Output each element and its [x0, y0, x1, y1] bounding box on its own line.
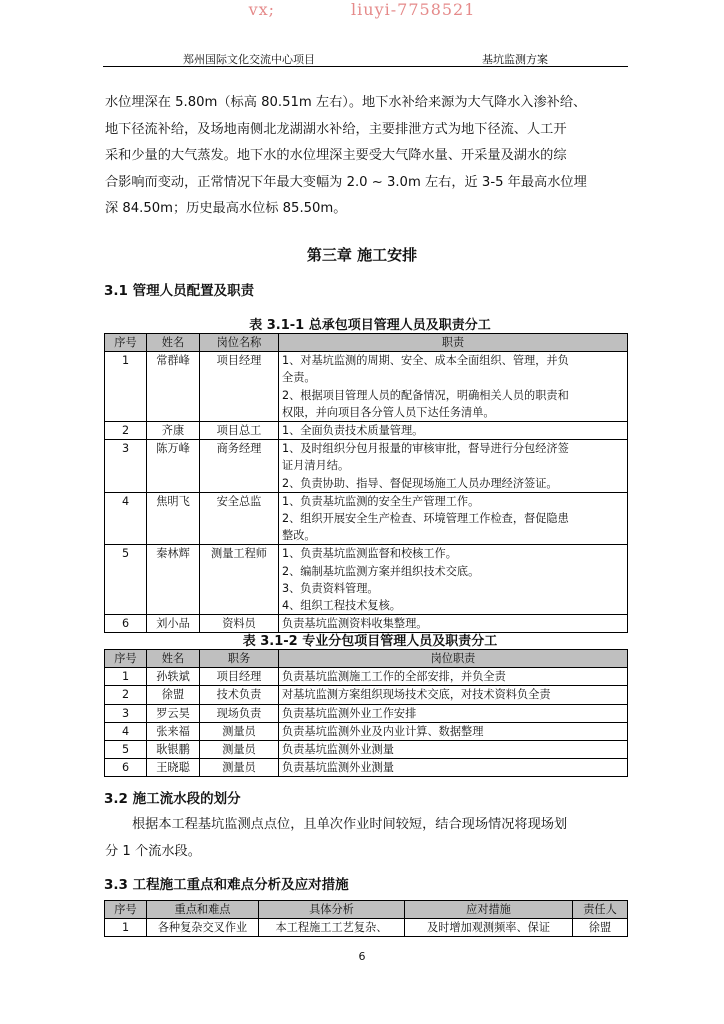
row-name: 陈万峰	[147, 440, 200, 493]
header-cell: 应对措施	[405, 901, 573, 919]
table-row	[105, 704, 628, 722]
row-name: 焦明飞	[147, 492, 200, 545]
row-no: 4	[105, 722, 147, 740]
header-cell: 具体分析	[259, 901, 405, 919]
table-row	[105, 440, 628, 493]
section-3-2-title: 3.2 施工流水段的划分	[104, 791, 241, 807]
duty-line: 权限，并向项目各分管人员下达任务清单。	[282, 405, 495, 419]
row-duty: 负责基坑监测外业工作安排	[279, 704, 628, 722]
header-cell: 职责	[279, 334, 628, 352]
row-no: 3	[105, 440, 147, 493]
duty-line: 2、编制基坑监测方案并组织技术交底。	[282, 564, 480, 578]
header-cell: 姓名	[147, 650, 200, 668]
row-name: 孙轶斌	[147, 668, 200, 686]
section-3-1-title: 3.1 管理人员配置及职责	[104, 283, 255, 299]
duty-line: 整改。	[282, 529, 316, 543]
row-duty: 负责基坑监测外业及内业计算、数据整理	[279, 722, 628, 740]
row-post: 项目经理	[200, 352, 279, 422]
section-3-2-paragraph	[105, 812, 628, 865]
duty-line: 全责。	[282, 371, 316, 385]
row-no: 1	[105, 919, 147, 937]
row-post: 测量员	[200, 741, 279, 759]
table-row	[105, 545, 628, 615]
row-post: 测量员	[200, 759, 279, 777]
row-name: 王晓聪	[147, 759, 200, 777]
table-row	[105, 686, 628, 704]
row-name: 刘小品	[147, 615, 200, 633]
para-line: 根据本工程基坑监测点点位，且单次作业时间较短，结合现场情况将现场划	[132, 817, 568, 832]
row-duty	[279, 440, 628, 493]
row-person: 徐盟	[573, 919, 628, 937]
table-row	[105, 492, 628, 545]
intro-line: 水位埋深在 5.80m（标高 80.51m 左右）。地下水补给来源为大气降水入渗补给、	[105, 95, 587, 110]
duty-line: 1、全面负责技术质量管理。	[282, 424, 424, 438]
row-duty: 负责基坑监测外业测量	[279, 759, 628, 777]
table-2	[104, 649, 628, 777]
header-cell: 序号	[105, 901, 147, 919]
section-3-3-title: 3.3 工程施工重点和难点分析及应对措施	[104, 877, 349, 893]
table-row	[105, 668, 628, 686]
table-3	[104, 900, 628, 937]
row-no: 2	[105, 686, 147, 704]
table-row	[105, 722, 628, 740]
row-post: 技术负责	[200, 686, 279, 704]
intro-line: 采和少量的大气蒸发。地下水的水位埋深主要受大气降水量、开采量及湖水的综	[105, 148, 567, 163]
duty-line: 1、及时组织分包月报量的审核审批，督导进行分包经济签	[282, 442, 569, 456]
duty-line: 2、负责协助、指导、督促现场施工人员办理经济签证。	[282, 476, 558, 490]
header-cell: 序号	[105, 650, 147, 668]
row-name: 张来福	[147, 722, 200, 740]
row-duty	[279, 352, 628, 422]
table-row	[105, 759, 628, 777]
row-no: 5	[105, 741, 147, 759]
row-no: 2	[105, 422, 147, 440]
duty-line: 证月清月结。	[282, 459, 350, 473]
duty-line: 1、负责基坑监测的安全生产管理工作。	[282, 494, 480, 508]
row-name: 常群峰	[147, 352, 200, 422]
row-analysis: 本工程施工工艺复杂、	[259, 919, 405, 937]
row-no: 1	[105, 668, 147, 686]
header-project: 郑州国际文化交流中心项目	[183, 53, 315, 66]
table-2-header-row	[105, 650, 628, 668]
row-no: 6	[105, 759, 147, 777]
page-number: 6	[358, 950, 366, 963]
intro-line: 深 84.50m；历史最高水位标 85.50m。	[105, 201, 347, 216]
row-name: 罗云昊	[147, 704, 200, 722]
header-cell: 职务	[200, 650, 279, 668]
row-key-point: 各种复杂交叉作业	[147, 919, 259, 937]
watermark-b: liuyi-7758521	[351, 0, 476, 19]
row-duty	[279, 545, 628, 615]
table-row	[105, 919, 628, 937]
row-no: 5	[105, 545, 147, 615]
table-row	[105, 352, 628, 422]
intro-paragraph	[105, 90, 628, 223]
header-cell: 岗位职责	[279, 650, 628, 668]
row-no: 4	[105, 492, 147, 545]
duty-line: 2、组织开展安全生产检查、环境管理工作检查，督促隐患	[282, 512, 569, 526]
row-no: 6	[105, 615, 147, 633]
row-duty: 对基坑监测方案组织现场技术交底，对技术资料负全责	[279, 686, 628, 704]
row-post: 现场负责	[200, 704, 279, 722]
row-post: 商务经理	[200, 440, 279, 493]
duty-line: 3、负责资料管理。	[282, 581, 379, 595]
row-name: 耿银鹏	[147, 741, 200, 759]
table-1	[104, 333, 628, 633]
para-line: 分 1 个流水段。	[105, 843, 201, 859]
table-1-header-row	[105, 334, 628, 352]
row-duty: 负责基坑监测外业测量	[279, 741, 628, 759]
table-row	[105, 741, 628, 759]
row-post: 项目经理	[200, 668, 279, 686]
row-duty	[279, 492, 628, 545]
row-duty: 负责基坑监测施工工作的全部安排，并负全责	[279, 668, 628, 686]
duty-line: 2、根据项目管理人员的配备情况，明确相关人员的职责和	[282, 388, 569, 402]
row-post: 资料员	[200, 615, 279, 633]
duty-line: 4、组织工程技术复核。	[282, 599, 401, 613]
table-3-header-row	[105, 901, 628, 919]
table-1-caption: 表 3.1-1 总承包项目管理人员及职责分工	[249, 318, 491, 333]
header-cell: 姓名	[147, 334, 200, 352]
row-name: 秦林辉	[147, 545, 200, 615]
row-no: 3	[105, 704, 147, 722]
duty-line: 负责基坑监测资料收集整理。	[282, 617, 428, 631]
row-name: 齐康	[147, 422, 200, 440]
watermark-a: vx;	[248, 0, 276, 19]
header-doc-title: 基坑监测方案	[482, 53, 548, 66]
row-no: 1	[105, 352, 147, 422]
table-row	[105, 422, 628, 440]
row-post: 安全总监	[200, 492, 279, 545]
header-cell: 责任人	[573, 901, 628, 919]
intro-line: 地下径流补给，及场地南侧北龙湖湖水补给，主要排泄方式为地下径流、人工开	[105, 121, 567, 137]
chapter-title: 第三章 施工安排	[306, 246, 418, 264]
intro-line: 合影响而变动，正常情况下年最大变幅为 2.0 ~ 3.0m 左右，近 3-5 年最高水位埋	[105, 174, 587, 190]
row-name: 徐盟	[147, 686, 200, 704]
row-post: 项目总工	[200, 422, 279, 440]
header-cell: 序号	[105, 334, 147, 352]
row-duty	[279, 422, 628, 440]
row-post: 测量员	[200, 722, 279, 740]
row-measure: 及时增加观测频率、保证	[405, 919, 573, 937]
row-post: 测量工程师	[200, 545, 279, 615]
duty-line: 1、负责基坑监测监督和校核工作。	[282, 547, 457, 561]
table-2-caption: 表 3.1-2 专业分包项目管理人员及职责分工	[242, 634, 498, 649]
header-cell: 重点和难点	[147, 901, 259, 919]
header-cell: 岗位名称	[200, 334, 279, 352]
page-header	[103, 51, 628, 67]
duty-line: 1、对基坑监测的周期、安全、成本全面组织、管理，并负	[282, 354, 569, 368]
watermark	[0, 0, 724, 19]
